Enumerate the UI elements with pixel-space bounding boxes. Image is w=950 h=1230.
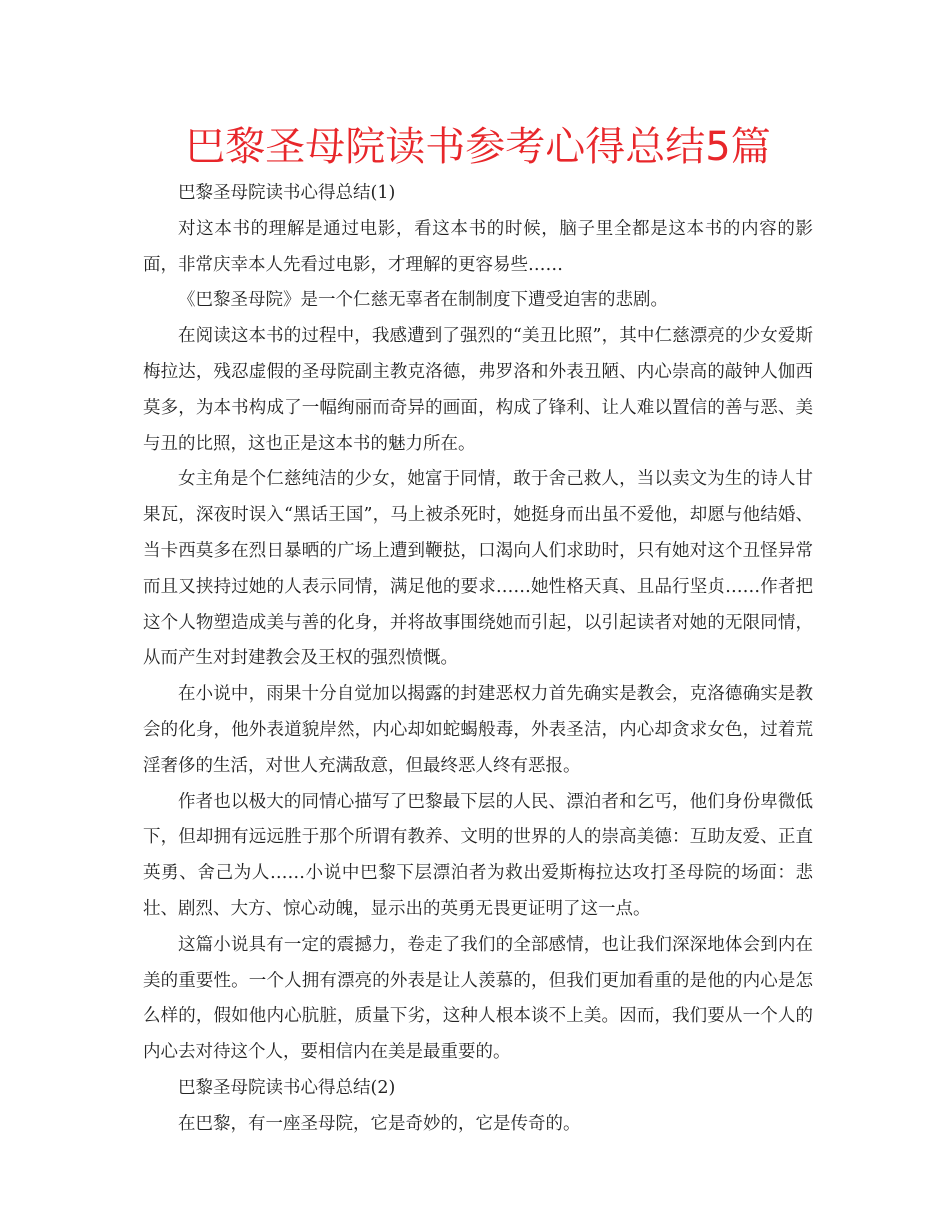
paragraph: 在巴黎，有一座圣母院，它是奇妙的，它是传奇的。 [178, 1113, 581, 1134]
document-body [143, 120, 813, 1143]
paragraph: 女主角是个仁慈纯洁的少女，她富于同情，敢于舍己救人，当以卖文为生的诗人甘果瓦，深夜时误入“黑话王国”，马上被杀死时，她挺身而出虽不爱他，却愿与他结婚、当卡西莫多在烈日暴晒的广场上遭到鞭挞，口渴向人们求助时，只有她对这个丑怪异常而且又挟持过她的人表示同情，满足他的要求……她性格天真、且品行坚贞……作者把这个人物塑造成美与善的化身，并将故事围绕她而引起，以引起读者对她的无限同情，从而产生对封建教会及王权的强烈愤慨。 [143, 469, 813, 669]
paragraph: 在阅读这本书的过程中，我感遭到了强烈的“美丑比照”，其中仁慈漂亮的少女爱斯梅拉达，残忍虚假的圣母院副主教克洛德，弗罗洛和外表丑陋、内心崇高的敲钟人伽西莫多，为本书构成了一幅绚丽而奇异的画面，构成了锋利、让人难以置信的善与恶、美与丑的比照，这也正是这本书的魅力所在。 [143, 326, 813, 454]
paragraph: 《巴黎圣母院》是一个仁慈无辜者在制制度下遭受迫害的悲剧。 [178, 290, 668, 311]
section-heading-2: 巴黎圣母院读书心得总结(2) [178, 1077, 396, 1098]
section-heading-1: 巴黎圣母院读书心得总结(1) [178, 183, 396, 203]
paragraph: 在小说中，雨果十分自觉加以揭露的封建恶权力首先确实是教会，克洛德确实是教会的化身，他外表道貌岸然，内心却如蛇蝎般毒，外表圣洁，内心却贪求女色，过着荒淫奢侈的生活，对世人充满敌意，但最终恶人终有恶报。 [143, 684, 813, 776]
paragraph: 对这本书的理解是通过电影，看这本书的时候，脑子里全都是这本书的内容的影面，非常庆幸本人先看过电影，才理解的更容易些…… [143, 218, 813, 275]
paragraph: 作者也以极大的同情心描写了巴黎最下层的人民、漂泊者和乞丐，他们身份卑微低下，但却拥有远远胜于那个所谓有教养、文明的世界的人的崇高美德：互助友爱、正直英勇、舍己为人……小说中巴黎下层漂泊者为救出爱斯梅拉达攻打圣母院的场面：悲壮、剧烈、大方、惊心动魄，显示出的英勇无畏更证明了这一点。 [143, 791, 813, 919]
document-title: 巴黎圣母院读书参考心得总结5篇 [185, 124, 771, 170]
paragraph: 这篇小说具有一定的震撼力，卷走了我们的全部感情，也让我们深深地体会到内在美的重要性。一个人拥有漂亮的外表是让人羡慕的，但我们更加看重的是他的内心是怎么样的，假如他内心肮脏，质量下劣，这种人根本谈不上美。因而，我们要从一个人的内心去对待这个人，要相信内在美是最重要的。 [143, 934, 813, 1063]
